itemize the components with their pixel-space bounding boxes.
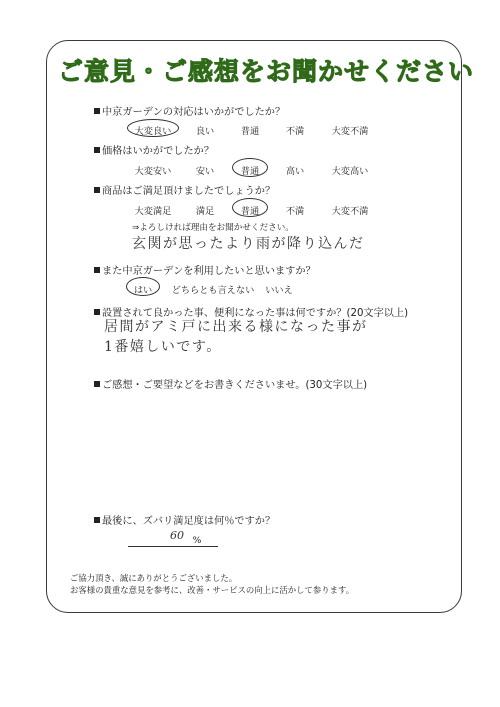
question-2: [94, 142, 214, 157]
q4-option-neither[interactable]: どちらとも言えない: [171, 285, 255, 296]
question-2-text: 価格はいかがでしたか？: [102, 146, 215, 157]
q4-option-no[interactable]: いいえ: [265, 285, 293, 296]
q3-option-dissatisfied[interactable]: 不満: [285, 206, 305, 217]
bullet-square-icon: [94, 147, 100, 153]
bullet-square-icon: [94, 187, 100, 193]
q1-option-very-good[interactable]: 大変良い: [134, 126, 172, 137]
q7-answer-unit: %: [192, 535, 202, 546]
question-1-text: 中京ガーデンの対応はいかがでしたか？: [102, 107, 286, 118]
q3-reason-answer[interactable]: 玄関が思ったより雨が降り込んだ: [132, 236, 365, 252]
q2-option-expensive[interactable]: 高い: [285, 166, 305, 177]
q7-answer-value[interactable]: 60: [170, 529, 184, 542]
q1-option-normal[interactable]: 普通: [240, 126, 260, 137]
question-5-text: 設置されて良かった事、便利になった事は何ですか？(20文字以上): [102, 308, 409, 319]
question-6-text: ご感想・ご要望などをお書きくださいませ。(30文字以上): [102, 380, 368, 391]
q3-option-satisfied[interactable]: 満足: [195, 206, 215, 217]
question-4: [94, 262, 316, 277]
q2-option-cheap[interactable]: 安い: [195, 166, 215, 177]
q4-option-yes[interactable]: はい: [133, 285, 153, 296]
question-7-text: 最後に、ズバリ満足度は何％ですか？: [102, 516, 276, 527]
q1-option-very-dissatisfied[interactable]: 大変不満: [331, 126, 369, 137]
q7-answer-underline: [128, 546, 218, 547]
q1-option-good[interactable]: 良い: [195, 126, 215, 137]
question-6: [94, 376, 367, 391]
question-4-text: また中京ガーデンを利用したいと思いますか？: [102, 266, 316, 277]
q5-answer-line-2[interactable]: 1番嬉しいです。: [104, 339, 222, 355]
bullet-square-icon: [94, 108, 100, 114]
q3-option-normal[interactable]: 普通: [240, 206, 260, 217]
bullet-square-icon: [94, 309, 100, 315]
q3-option-very-dissatisfied[interactable]: 大変不満: [331, 206, 369, 217]
question-1: [94, 103, 285, 118]
q2-selection-circle: [232, 158, 268, 177]
q3-reason-prompt: ⇒よろしければ理由をお聞かせください。: [132, 223, 294, 233]
form-title: ご意見・ご感想をお聞かせください: [58, 57, 475, 86]
bullet-square-icon: [94, 517, 100, 523]
q3-option-very-satisfied[interactable]: 大変満足: [134, 206, 172, 217]
q5-answer-line-1[interactable]: 居間がアミ戸に出来る様になった事が: [104, 319, 368, 335]
footer-note: お客様の貴重な意見を参考に、改善・サービスの向上に活かして参ります。: [70, 585, 355, 595]
q2-option-very-cheap[interactable]: 大変安い: [134, 166, 172, 177]
footer-thanks: ご協力頂き、誠にありがとうございました。: [70, 573, 238, 583]
q1-selection-circle: [127, 119, 179, 137]
q3-selection-circle: [232, 198, 268, 217]
question-7: [94, 512, 275, 527]
q2-option-normal[interactable]: 普通: [240, 166, 260, 177]
question-3-text: 商品はご満足頂けましたでしょうか？: [102, 186, 276, 197]
q4-selection-circle: [126, 277, 160, 296]
bullet-square-icon: [94, 381, 100, 387]
question-3: [94, 182, 275, 197]
q1-option-dissatisfied[interactable]: 不満: [285, 126, 305, 137]
q2-option-very-expensive[interactable]: 大変高い: [331, 166, 369, 177]
bullet-square-icon: [94, 267, 100, 273]
